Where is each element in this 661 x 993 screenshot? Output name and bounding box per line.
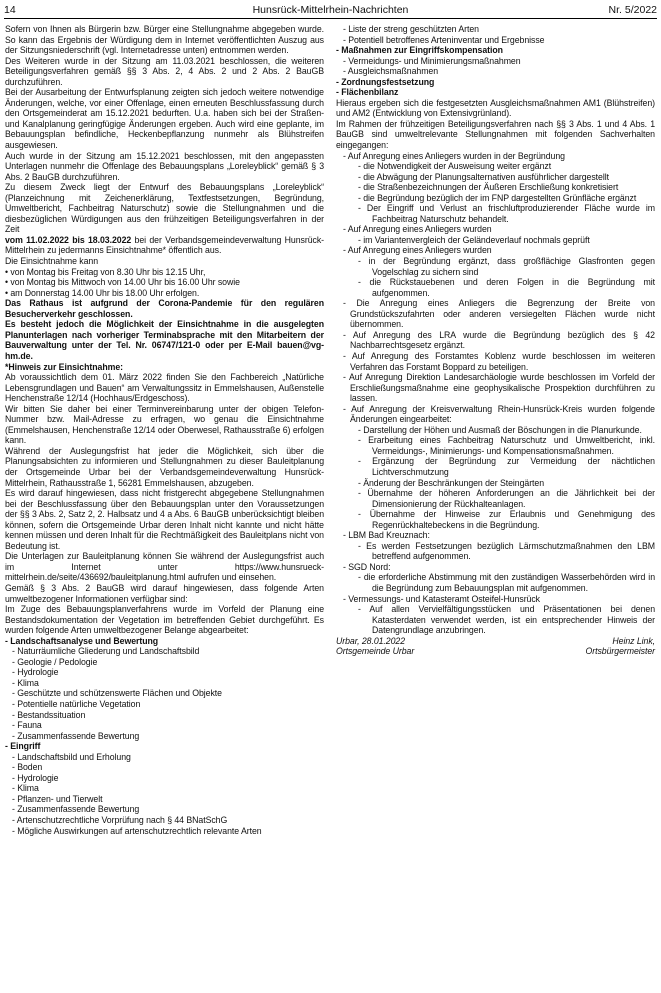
left_column-paragraph [5, 688, 324, 699]
right_column-paragraph [336, 298, 655, 330]
paragraph-text: Im Zuge des Bebauungsplanverfahrens wurde im Vorfeld der Planung eine Bestandsdokumentation der Vegetation im betreffenden Gebiet durchgeführt. Es wurden folgende Arten umweltbezogener Belange abgearbeitet: [5, 604, 324, 636]
left_column-paragraph [5, 762, 324, 773]
left_column-paragraph [5, 256, 324, 267]
paragraph-text: - Vermeidungs- und Minimierungsmaßnahmen [343, 55, 521, 66]
right_column-paragraph [336, 562, 655, 573]
left_column-paragraph [5, 720, 324, 731]
paragraph-text: - Auf allen Vervielfältigungsstücken und Präsentationen bei denen Katasterdaten verwendet werden, ist ein entsprechender Hinweis der Datengrundlage anzubringen. [358, 604, 655, 636]
paragraph-text: vom 11.02.2022 bis 18.03.2022 [5, 234, 132, 245]
left-column [5, 24, 324, 836]
right_column-paragraph [336, 478, 655, 489]
paragraph-text: - Artenschutzrechtliche Vorprüfung nach § 44 BNatSchG [12, 815, 228, 826]
left_column-paragraph [5, 794, 324, 805]
right_column-paragraph [336, 182, 655, 193]
left_column-paragraph [5, 636, 324, 647]
paragraph-text: Gemäß § 3 Abs. 2 BauGB wird darauf hingewiesen, dass folgende Arten umweltbezogener Informationen verfügbar sind: [5, 582, 324, 604]
signature-line-1 [336, 636, 655, 647]
paragraph-text: Wir bitten Sie daher bei einer Terminvereinbarung unter der obigen Telefon-Nummer bzw. Mail-Adresse zu erfragen, wo genau die Einsichtnahme (Emmelshausen, Henchenstraße 12/14 oder Oberwesel, Rathausstraße 6) erfolgen kann. [5, 403, 324, 446]
left_column-paragraph [5, 288, 324, 299]
paragraph-text: Ab voraussichtlich dem 01. März 2022 finden Sie den Fachbereich „Natürliche Lebensgrundlagen und Bauen“ am Verwaltungssitz in Emmelshausen, Außenstelle Henchenstraße 12/14 (Hochhaus/Erdgeschoss). [5, 372, 324, 404]
paragraph-text: - Klima [12, 783, 39, 794]
paragraph-text: - Eingriff [5, 741, 41, 752]
right_column-paragraph [336, 119, 655, 151]
right_column-paragraph [336, 604, 655, 636]
right_column-paragraph [336, 456, 655, 477]
right-column-body [336, 24, 655, 636]
right_column-paragraph [336, 35, 655, 46]
right_column-paragraph [336, 151, 655, 162]
paragraph-text: - Pflanzen- und Tierwelt [12, 793, 103, 804]
paragraph-text: Das Rathaus ist aufgrund der Corona-Pandemie für den regulären Besucherverkehr geschlossen. [5, 298, 324, 319]
paragraph-text: Die Unterlagen zur Bauleitplanung können Sie während der Auslegungsfrist auch im Internet unter https://www.hunsrueck-mittelrhein.de/seite/436692/bauleitplanung.html aufrufen und einsehen. [5, 551, 324, 583]
paragraph-text: - die Begründung bezüglich der im FNP dargestellten Grünfläche ergänzt [358, 192, 637, 203]
right_column-paragraph [336, 425, 655, 436]
left_column-paragraph [5, 551, 324, 583]
paragraph-text: - Auf Anregung des LRA wurde die Begründung bezüglich des § 42 Nachbarrechtsgesetz ergänzt. [343, 329, 655, 351]
right_column-paragraph [336, 66, 655, 77]
paragraph-text: - Auf Anregung der Kreisverwaltung Rhein-Hunsrück-Kreis wurden folgende Änderungen eingearbeitet: [343, 403, 655, 425]
left_column-paragraph [5, 783, 324, 794]
page-header [4, 1, 657, 19]
right_column-paragraph [336, 24, 655, 35]
right-column [336, 24, 655, 657]
paragraph-text: - Liste der streng geschützten Arten [343, 24, 479, 34]
paragraph-text: - Auf Anregung eines Anliegers wurden [343, 224, 492, 235]
left_column-paragraph [5, 87, 324, 150]
left_column-paragraph [5, 646, 324, 657]
paragraph-text: - Landschaftsbild und Erholung [12, 751, 131, 762]
right_column-paragraph [336, 87, 655, 98]
left_column-paragraph [5, 277, 324, 288]
paragraph-text: - Ausgleichsmaßnahmen [343, 66, 439, 77]
paragraph-text: - Auf Anregung Direktion Landesarchäologie wurde beschlossen im Vorfeld der Erschließungsmaßnahme eine geophysikalische Prospektion durchführen zu lassen. [343, 372, 655, 404]
left_column-paragraph [5, 404, 324, 446]
right_column-paragraph [336, 372, 655, 404]
paragraph-text: - Die Anregung eines Anliegers die Begrenzung der Breite von Grundstückszufahrten oder anderen versiegelten Flächen wurde nicht übernommen. [343, 298, 655, 330]
left_column-paragraph [5, 752, 324, 763]
right_column-paragraph [336, 541, 655, 562]
left_column-paragraph [5, 488, 324, 551]
right_column-paragraph [336, 45, 655, 56]
paragraph-text: - Mögliche Auswirkungen auf artenschutzrechtlich relevante Arten [12, 825, 262, 836]
paragraph-text: Während der Auslegungsfrist hat jeder die Möglichkeit, sich über die Planungsabsichten zu informieren und Stellungnahmen zu dieser Bauleitplanung der Ortsgemeinde Urbar bei der Verbandsgemeindeverwaltung Hunsrück-Mittelrhein, Rathausstraße 1, 56281 Emmelshausen, abzugeben. [5, 445, 324, 488]
paragraph-text: Im Rahmen der frühzeitigen Beteiligungsverfahren nach §§ 3 Abs. 1 und 4 Abs. 1 BauGB sind umweltrelevante Stellungnahmen mit folgenden Sachverhalten eingegangen: [336, 118, 655, 151]
paragraph-text: - Vermessungs- und Katasteramt Osteifel-Hunsrück [343, 593, 540, 604]
paragraph-text: - Darstellung der Höhen und Ausmaß der Böschungen in die Planurkunde. [358, 424, 642, 435]
paragraph-text: - die Abwägung der Planungsalternativen ausführlicher dargestellt [358, 171, 609, 182]
left_column-paragraph [5, 826, 324, 837]
paragraph-text: Bei der Ausarbeitung der Entwurfsplanung zeigten sich jedoch weitere notwendige Änderungen, welche, vor einer Offenlage, einen erneuten Beschlussfassung durch den Ortsgemeinderat am 15.12.2021 bedurften. U.a. haben sich bei der Straßen- und Kanalplanung geringfügige Änderungen ergeben. Auch wird eine geplante, im Bebauungsplan befindliche, Heckenbepflanzung nunmehr als Blühstreifen ausgewiesen. [5, 87, 324, 151]
left_column-paragraph [5, 182, 324, 235]
left_column-paragraph [5, 678, 324, 689]
right_column-paragraph [336, 277, 655, 298]
paragraph-text: Sofern von Ihnen als Bürgerin bzw. Bürger eine Stellungnahme abgegeben wurde. So kann das Ergebnis der Würdigung dem in Internet veröffentlichten Auszug aus der Sitzungsniederschrift (vgl. Internetadresse unten) entnommen werden. [5, 24, 324, 56]
left_column-paragraph [5, 151, 324, 183]
paragraph-text: Es wird darauf hingewiesen, dass nicht fristgerecht abgegebene Stellungnahmen bei der Beschlussfassung über den Bebauungsplan unter den Voraussetzungen der §§ 3 Abs. 2, Satz 2, 2. Halbsatz und 4 a Abs. 6 BauGB unberücksichtigt bleiben können, sofern die Ortsgemeinde Urbar deren Inhalt nicht kannte und nicht hätte kennen müssen und deren Inhalt für die Rechtmäßigkeit des Bauleitplans nicht von Bedeutung ist. [5, 488, 324, 551]
paragraph-text: Des Weiteren wurde in der Sitzung am 11.03.2021 beschlossen, die weiteren Beteiligungsverfahren gemäß §§ 3 Abs. 2, 4 Abs. 2 und 2 Abs. 2 BauGB durchzuführen. [5, 55, 324, 87]
paragraph-text: - im Variantenvergleich der Geländeverlauf nochmals geprüft [358, 234, 590, 245]
right_column-paragraph [336, 509, 655, 530]
paragraph-text: - Auf Anregung eines Anliegers wurden [343, 245, 492, 256]
paragraph-text: - Klima [12, 677, 39, 688]
right_column-paragraph [336, 235, 655, 246]
left_column-paragraph [5, 372, 324, 404]
left_column-paragraph [5, 710, 324, 721]
paragraph-text: - die Rückstauebenen und deren Folgen in die Begründung mit aufgenommen. [358, 277, 655, 298]
paragraph-text: - Übernahme der Hinweise zur Erlaubnis und Genehmigung des Regenrückhaltebeckens in die Begründung. [358, 509, 655, 530]
paragraph-text: - die erforderliche Abstimmung mit den zuständigen Wasserbehörden wird in die Begründung zum Bebauungsplan mit aufgenommen. [358, 572, 655, 593]
left_column-paragraph [5, 657, 324, 668]
right_column-paragraph [336, 488, 655, 509]
left_column-paragraph [5, 604, 324, 636]
left_column-paragraph [5, 235, 324, 256]
paragraph-text: - Hydrologie [12, 772, 59, 783]
paragraph-text: - Boden [12, 762, 43, 773]
paragraph-text: - Übernahme der höheren Anforderungen an die Jährlichkeit bei der Dimensionierung der Rückhalteanlagen. [358, 488, 655, 509]
paragraph-text: - Erarbeitung eines Fachbeitrag Naturschutz und Umweltbericht, inkl. Vermeidungs-, Minimierungs- und Kompensationsmaßnahmen. [358, 435, 655, 456]
paragraph-text: Auch wurde in der Sitzung am 15.12.2021 beschlossen, mit den angepassten Unterlagen nunmehr die Offenlage des Bebauungsplans „Loreleyblick“ gemäß § 3 Abs. 2 BauGB durchzuführen. [5, 150, 324, 182]
page-number: 14 [4, 4, 16, 16]
left_column-paragraph [5, 773, 324, 784]
left_column-paragraph [5, 446, 324, 488]
paragraph-text: - Geologie / Pedologie [12, 656, 98, 667]
right_column-paragraph [336, 256, 655, 277]
paragraph-text: - Bestandssituation [12, 709, 86, 720]
left_column-paragraph [5, 699, 324, 710]
paragraph-text: - Geschützte und schützenswerte Flächen und Objekte [12, 688, 222, 699]
right_column-paragraph [336, 435, 655, 456]
right_column-paragraph [336, 203, 655, 224]
paragraph-text: - Auf Anregung des Forstamtes Koblenz wurde beschlossen im weiteren Verfahren das Forstamt Boppard zu beteiligen. [343, 350, 655, 372]
paragraph-text: • am Donnerstag 14.00 Uhr bis 18.00 Uhr erfolgen. [5, 287, 200, 298]
paragraph-text: - LBM Bad Kreuznach: [343, 530, 430, 541]
paragraph-text: - die Notwendigkeit der Ausweisung weiter ergänzt [358, 161, 552, 172]
right_column-paragraph [336, 594, 655, 605]
paragraph-text: - Zusammenfassende Bewertung [12, 730, 140, 741]
left_column-paragraph [5, 362, 324, 373]
paragraph-text: - Es werden Festsetzungen bezüglich Lärmschutzmaßnahmen den LBM betreffend aufgenommen. [358, 540, 655, 562]
signature-place-date: Urbar, 28.01.2022 [336, 635, 406, 646]
right_column-paragraph [336, 404, 655, 425]
left_column-paragraph [5, 815, 324, 826]
signature-name: Heinz Link, [612, 635, 655, 646]
paragraph-text: - SGD Nord: [343, 561, 391, 572]
left_column-paragraph [5, 267, 324, 278]
paragraph-text: - Der Eingriff und Verlust an frischluftproduzierender Fläche wurde im Fachbeitrag Naturschutz behandelt. [358, 203, 655, 224]
paragraph-text: - Fauna [12, 720, 42, 731]
paragraph-text: - Landschaftsanalyse und Bewertung [5, 635, 159, 646]
paragraph-text: - Zordnungsfestsetzung [336, 76, 435, 87]
right_column-paragraph [336, 530, 655, 541]
issue-number: Nr. 5/2022 [608, 4, 657, 16]
right_column-paragraph [336, 56, 655, 67]
paragraph-text: Zu diesem Zweck liegt der Entwurf des Bebauungsplans „Loreleyblick“ (Planzeichnung mit Zeichenerklärung, Textfestsetzungen, Begründung, Umweltbericht, Fachbeitrag Naturschutz) sowie die Stellungnahmen und die diesbezüglichen Würdigungen aus den frühzeitigen Beteiligungsverfahren in der Zeit [5, 182, 324, 235]
signature-role: Ortsbürgermeister [585, 646, 655, 657]
paragraph-text: - Potentielle natürliche Vegetation [12, 699, 141, 709]
paragraph-text: - Änderung der Beschränkungen der Steingärten [358, 477, 545, 488]
publication-title: Hunsrück-Mittelrhein-Nachrichten [252, 4, 409, 16]
paragraph-text: • von Montag bis Freitag von 8.30 Uhr bis 12.15 Uhr, [5, 266, 206, 277]
left_column-paragraph [5, 804, 324, 815]
left_column-paragraph [5, 24, 324, 56]
paragraph-text: - Hydrologie [12, 667, 59, 678]
right_column-paragraph [336, 245, 655, 256]
paragraph-text: Es besteht jedoch die Möglichkeit der Einsichtnahme in die ausgelegten Planunterlagen nach vorheriger Terminabsprache mit den Mitarbeitern der Bauverwaltung unter der Tel. Nr. 06747/121-0 oder per E-Mail bauen@vg-hm.de. [5, 319, 324, 361]
signature-line-2 [336, 646, 655, 657]
paragraph-text: - Zusammenfassende Bewertung [12, 804, 140, 815]
paragraph-text: Die Einsichtnahme kann [5, 256, 99, 267]
right_column-paragraph [336, 172, 655, 183]
paragraph-text: • von Montag bis Mittwoch von 14.00 Uhr bis 16.00 Uhr sowie [5, 277, 240, 288]
left_column-paragraph [5, 56, 324, 88]
paragraph-text: - Auf Anregung eines Anliegers wurden in der Begründung [343, 150, 565, 161]
right_column-paragraph [336, 77, 655, 88]
paragraph-text: - in der Begründung ergänzt, dass großflächige Glasfronten gegen Vogelschlag zu sichern sind [358, 256, 655, 277]
paragraph-text: - Maßnahmen zur Eingriffskompensation [336, 45, 503, 56]
right_column-paragraph [336, 98, 655, 119]
paragraph-text: - Naturräumliche Gliederung und Landschaftsbild [12, 646, 200, 657]
left_column-paragraph [5, 741, 324, 752]
paragraph-text: - Potentiell betroffenes Arteninventar und Ergebnisse [343, 34, 545, 45]
left_column-paragraph [5, 583, 324, 604]
paragraph-text: - die Straßenbezeichnungen der Äußeren Erschließung konkretisiert [358, 182, 619, 193]
paragraph-text: - Ergänzung der Begründung zur Vermeidung der nächtlichen Lichtverschmutzung [358, 456, 655, 477]
right_column-paragraph [336, 572, 655, 593]
left_column-paragraph [5, 667, 324, 678]
left_column-paragraph [5, 298, 324, 319]
right_column-paragraph [336, 224, 655, 235]
paragraph-text: *Hinweis zur Einsichtnahme: [5, 361, 123, 372]
left_column-paragraph [5, 319, 324, 361]
right_column-paragraph [336, 351, 655, 372]
left_column-paragraph [5, 731, 324, 742]
paragraph-text: - Flächenbilanz [336, 87, 399, 98]
right_column-paragraph [336, 161, 655, 172]
paragraph-text: Hieraus ergeben sich die festgesetzten Ausgleichsmaßnahmen AM1 (Blühstreifen) und AM2 (Entwicklung von Extensivgrünland). [336, 97, 655, 119]
right_column-paragraph [336, 193, 655, 204]
paragraph-text-continued: bei der Verbandsgemeindeverwaltung Hunsrück-Mittelrhein zu jedermanns Einsichtnahme* öffentlich aus. [5, 234, 325, 256]
right_column-paragraph [336, 330, 655, 351]
signature-org: Ortsgemeinde Urbar [336, 646, 415, 657]
